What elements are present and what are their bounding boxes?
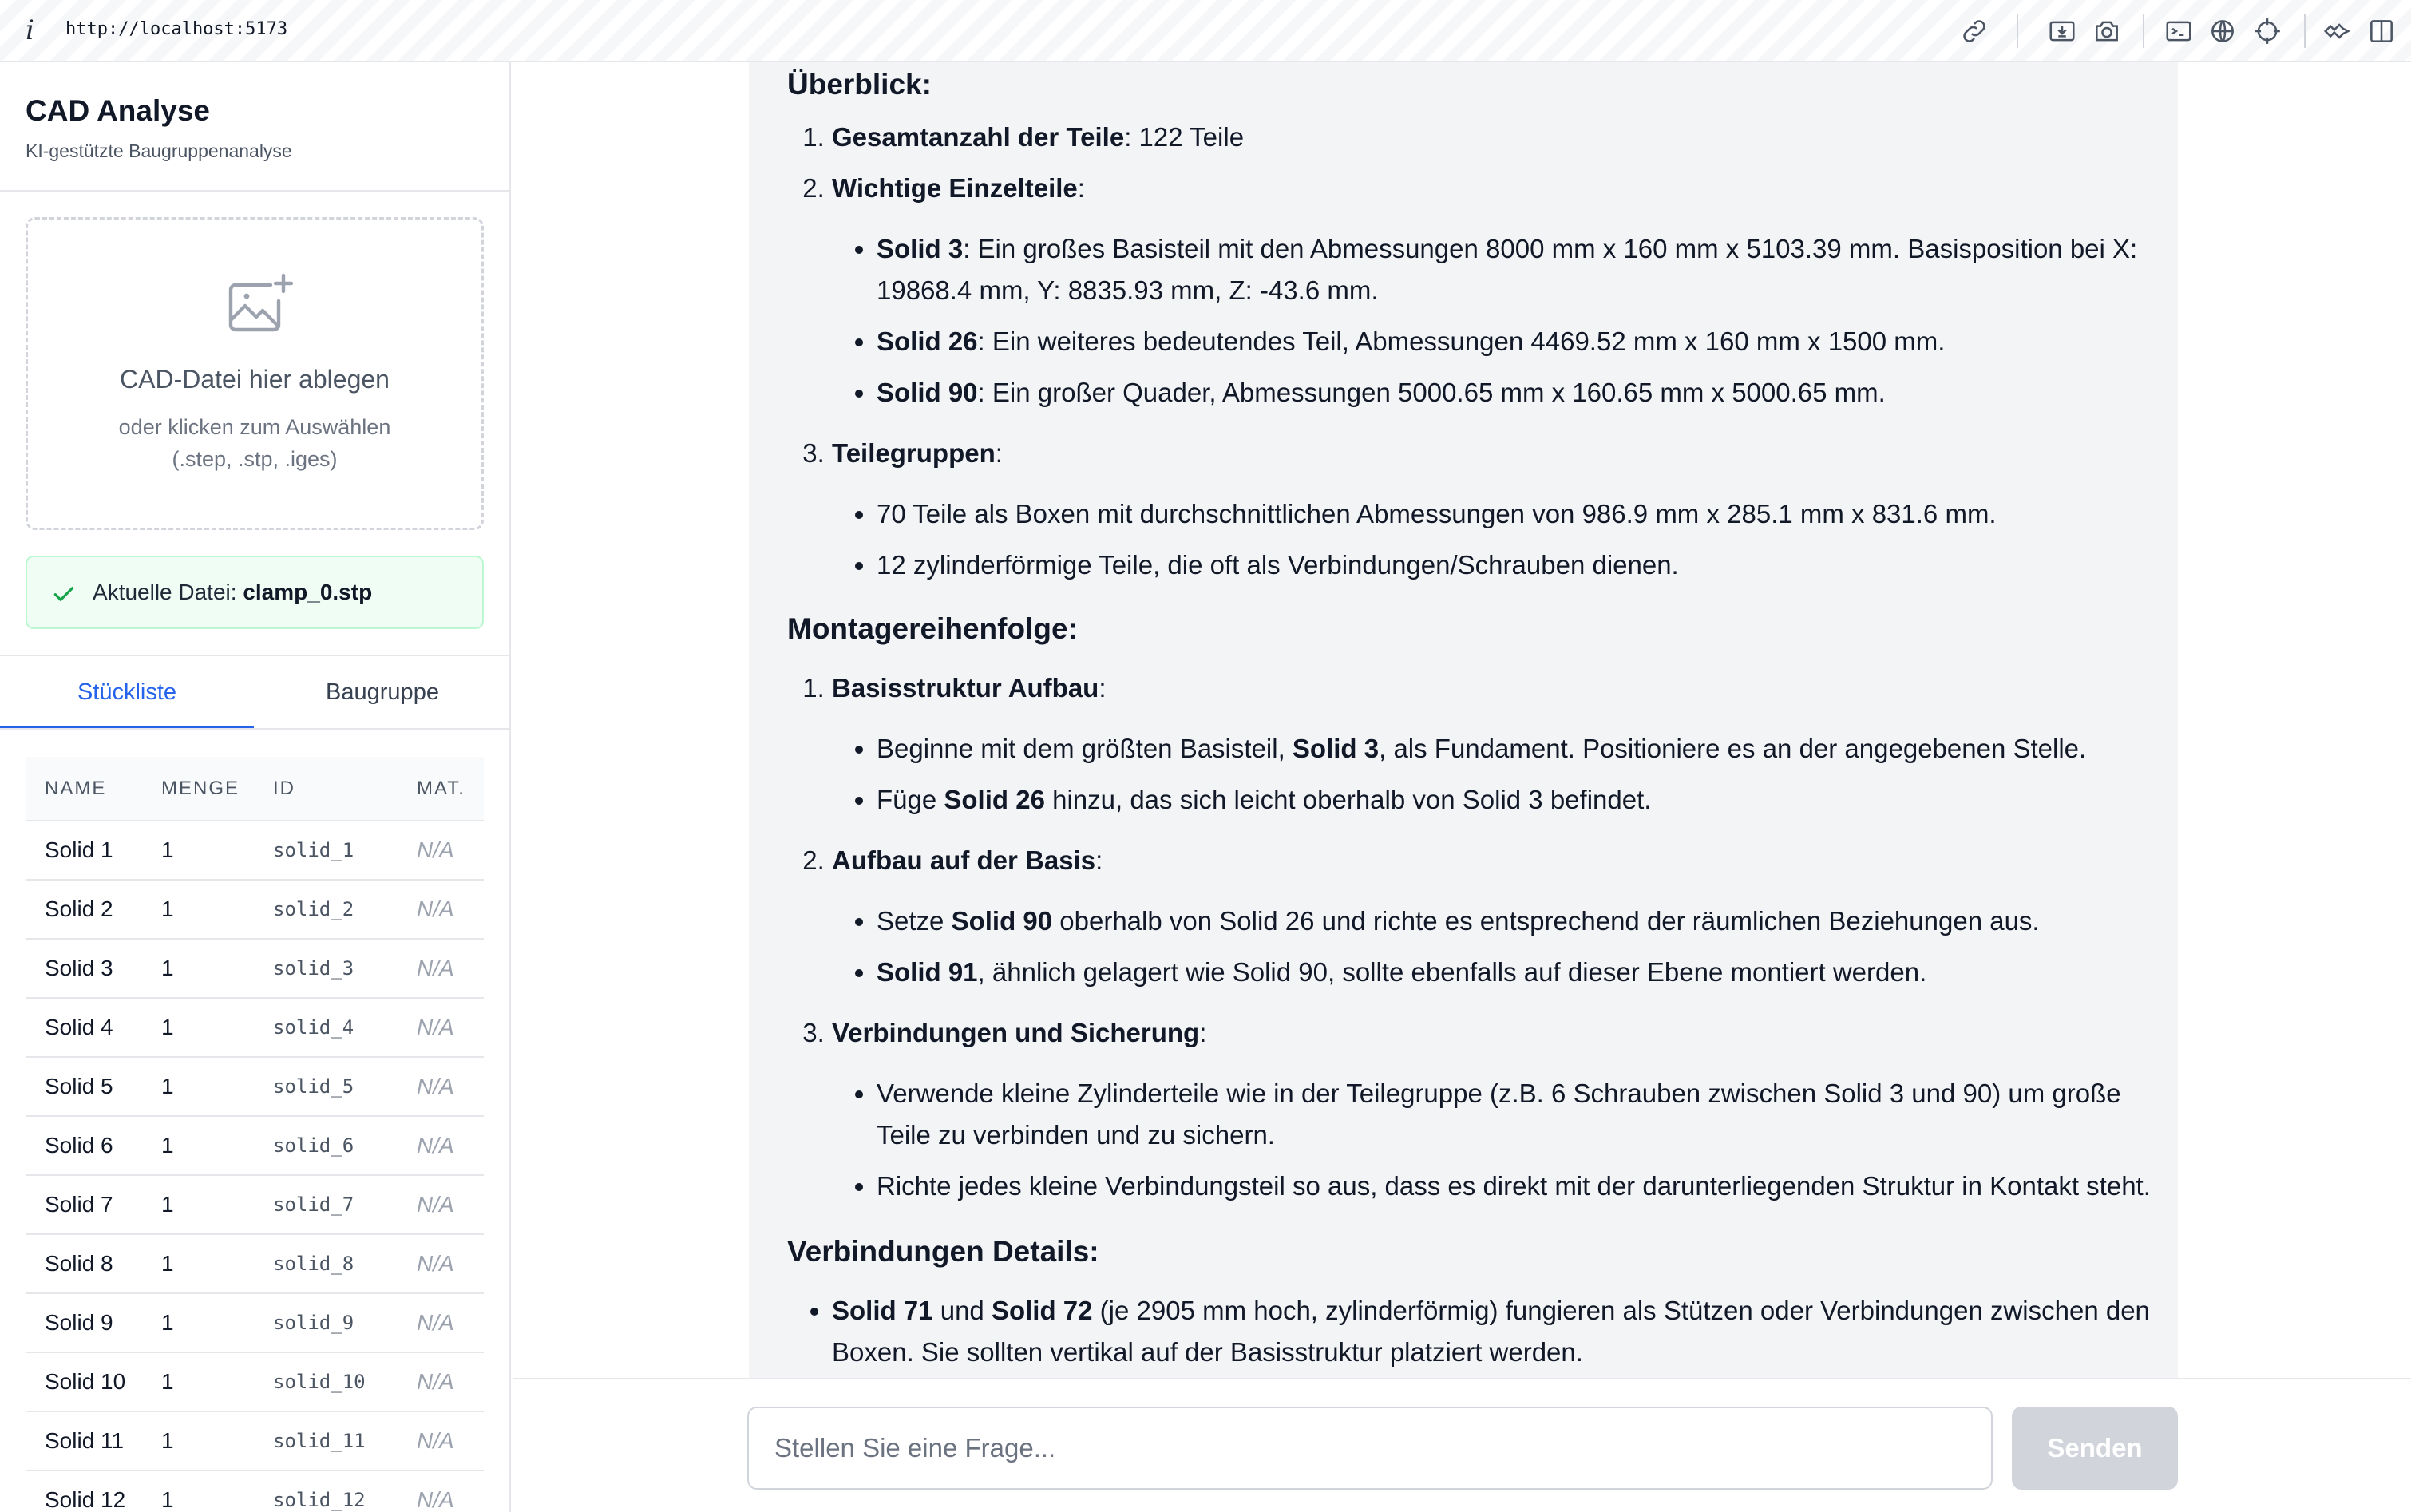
check-icon <box>51 581 77 607</box>
cell-id: solid_11 <box>273 1411 417 1470</box>
heading-assembly: Montagereihenfolge: <box>787 612 1078 645</box>
cell-quantity: 1 <box>161 1057 273 1116</box>
toolbar-separator <box>2017 14 2018 48</box>
column-header-name[interactable]: NAME <box>26 757 161 821</box>
app-subtitle: KI-gestützte Baugruppenanalyse <box>26 141 292 161</box>
dropzone-hint-line1: oder klicken zum Auswählen <box>118 415 391 439</box>
app-title: CAD Analyse <box>26 94 210 127</box>
link-icon[interactable] <box>1959 16 1989 46</box>
overview-list <box>787 117 2160 586</box>
cell-quantity: 1 <box>161 1352 273 1411</box>
step-list <box>832 900 2160 993</box>
cell-quantity: 1 <box>161 1234 273 1293</box>
question-input[interactable] <box>747 1407 1993 1490</box>
list-item: 1. Basisstruktur Aufbau: • Beginne mit dem größten Basisteil, Solid 3, als Fundament. Positioniere es an der angegebenen Stelle. • Füge Solid 26 hinzu, das sich leicht oberhalb von Solid 3 befindet. <box>832 667 2160 821</box>
cell-quantity: 1 <box>161 1293 273 1352</box>
connections-list <box>787 1290 2160 1373</box>
terminal-icon[interactable] <box>2164 16 2194 46</box>
column-header-material[interactable]: MAT. <box>417 757 484 821</box>
camera-icon[interactable] <box>2092 16 2122 46</box>
list-item: • Solid 3: Ein großes Basisteil mit den Abmessungen 8000 mm x 160 mm x 5103.39 mm. Basisposition bei X: 19868.4 mm, Y: 8835.93 mm, Z: -43.6 mm. <box>877 228 2160 311</box>
table-row[interactable] <box>26 939 484 998</box>
current-file-text <box>93 580 372 605</box>
tab-stueckliste[interactable]: Stückliste <box>0 655 254 730</box>
cell-name: Solid 2 <box>26 880 161 939</box>
parts-list <box>832 228 2160 414</box>
column-header-quantity[interactable]: MENGE <box>161 757 273 821</box>
brand-header <box>26 94 292 162</box>
list-item: • Solid 26: Ein weiteres bedeutendes Teil, Abmessungen 4469.52 mm x 160 mm x 1500 mm. <box>877 321 2160 362</box>
cell-name: Solid 7 <box>26 1175 161 1234</box>
cell-material: N/A <box>417 1293 484 1352</box>
cell-quantity: 1 <box>161 998 273 1057</box>
table-row[interactable] <box>26 1057 484 1116</box>
table-row[interactable] <box>26 1411 484 1470</box>
dropzone-hint <box>28 411 481 475</box>
list-item: • Solid 91, ähnlich gelagert wie Solid 90, sollte ebenfalls auf dieser Ebene montiert werden. <box>877 952 2160 993</box>
cell-id: solid_9 <box>273 1293 417 1352</box>
cell-material: N/A <box>417 939 484 998</box>
dropzone-title: CAD-Datei hier ablegen <box>120 365 390 394</box>
list-item: • Setze Solid 90 oberhalb von Solid 26 und richte es entsprechend der räumlichen Beziehungen aus. <box>877 900 2160 942</box>
cell-id: solid_4 <box>273 998 417 1057</box>
step-list <box>832 1073 2160 1207</box>
cell-material: N/A <box>417 821 484 880</box>
address-url[interactable]: http://localhost:5173 <box>65 19 288 39</box>
sidebar <box>0 62 511 1512</box>
cell-name: Solid 12 <box>26 1470 161 1512</box>
cell-name: Solid 9 <box>26 1293 161 1352</box>
current-file-name: clamp_0.stp <box>243 580 373 604</box>
column-header-id[interactable]: ID <box>273 757 417 821</box>
current-file-label: Aktuelle Datei: <box>93 580 237 604</box>
list-item: 3. Verbindungen und Sicherung: • Verwende kleine Zylinderteile wie in der Teilegruppe (z.B. 6 Schrauben zwischen Solid 3 und 90) um große Teile zu verbinden und zu sichern. • Richte jedes kleine Verbindungsteil so aus, dass es direkt mit der darunterliegenden Struktur in Kontakt steht. <box>832 1012 2160 1207</box>
list-item: • 12 zylinderförmige Teile, die oft als Verbindungen/Schrauben dienen. <box>877 544 2160 586</box>
table-row[interactable] <box>26 1116 484 1175</box>
cell-quantity: 1 <box>161 821 273 880</box>
composer <box>513 1378 2411 1512</box>
info-icon[interactable]: i <box>26 14 34 46</box>
cell-id: solid_10 <box>273 1352 417 1411</box>
cell-quantity: 1 <box>161 880 273 939</box>
cell-material: N/A <box>417 1175 484 1234</box>
cell-name: Solid 6 <box>26 1116 161 1175</box>
cell-material: N/A <box>417 1116 484 1175</box>
current-file-banner <box>26 556 484 629</box>
list-item: • Solid 71 und Solid 72 (je 2905 mm hoch, zylinderförmig) fungieren als Stützen oder Verbindungen zwischen den Boxen. Sie sollten vertikal auf der Basisstruktur platziert werden. <box>832 1290 2160 1373</box>
cell-name: Solid 1 <box>26 821 161 880</box>
table-row[interactable] <box>26 1234 484 1293</box>
tab-baugruppe[interactable]: Baugruppe <box>326 679 439 705</box>
cell-id: solid_7 <box>273 1175 417 1234</box>
list-item: • Solid 90: Ein großer Quader, Abmessungen 5000.65 mm x 160.65 mm x 5000.65 mm. <box>877 372 2160 414</box>
cell-material: N/A <box>417 1057 484 1116</box>
table-row[interactable] <box>26 1175 484 1234</box>
cell-material: N/A <box>417 1470 484 1512</box>
bom-table <box>26 757 484 1512</box>
browser-toolbar <box>0 0 2411 62</box>
list-item: 2. Aufbau auf der Basis: • Setze Solid 90 oberhalb von Solid 26 und richte es entsprechend der räumlichen Beziehungen aus. • Solid 91, ähnlich gelagert wie Solid 90, sollte ebenfalls auf dieser Ebene montiert werden. <box>832 840 2160 993</box>
heading-connections: Verbindungen Details: <box>787 1235 1099 1268</box>
list-item: 2. Wichtige Einzelteile: • Solid 3: Ein großes Basisteil mit den Abmessungen 8000 mm x 160 mm x 5103.39 mm. Basisposition bei X: 19868.4 mm, Y: 8835.93 mm, Z: -43.6 mm. • Solid 26: Ein weiteres bedeutendes Teil, Abmessungen 4469.52 mm x 160 mm x 1500 mm. • Solid 90: Ein großer Quader, Abmessungen 5000.65 mm x 160.65 mm x 5000.65 mm. <box>832 168 2160 414</box>
cell-quantity: 1 <box>161 1175 273 1234</box>
table-row[interactable] <box>26 1470 484 1512</box>
dropzone-hint-line2: (.step, .stp, .iges) <box>172 447 338 471</box>
table-row[interactable] <box>26 821 484 880</box>
cell-name: Solid 10 <box>26 1352 161 1411</box>
step-list <box>832 728 2160 821</box>
cell-material: N/A <box>417 998 484 1057</box>
message-content <box>787 62 2160 1373</box>
table-row[interactable] <box>26 1293 484 1352</box>
list-item: • 70 Teile als Boxen mit durchschnittlichen Abmessungen von 986.9 mm x 285.1 mm x 831.6 mm. <box>877 493 2160 535</box>
table-row[interactable] <box>26 1352 484 1411</box>
list-item: • Füge Solid 26 hinzu, das sich leicht oberhalb von Solid 3 befindet. <box>877 779 2160 821</box>
cell-material: N/A <box>417 1352 484 1411</box>
cell-id: solid_5 <box>273 1057 417 1116</box>
list-item: • Richte jedes kleine Verbindungsteil so aus, dass es direkt mit der darunterliegenden Struktur in Kontakt steht. <box>877 1166 2160 1207</box>
tabs-underline <box>0 728 509 730</box>
cell-id: solid_3 <box>273 939 417 998</box>
divider <box>0 190 509 192</box>
cell-id: solid_12 <box>273 1470 417 1512</box>
download-screen-icon[interactable] <box>2047 16 2077 46</box>
globe-icon[interactable] <box>2207 16 2238 46</box>
table-row[interactable] <box>26 880 484 939</box>
list-item: 3. Teilegruppen: • 70 Teile als Boxen mit durchschnittlichen Abmessungen von 986.9 mm x 285.1 mm x 831.6 mm. • 12 zylinderförmige Teile, die oft als Verbindungen/Schrauben dienen. <box>832 433 2160 586</box>
cell-name: Solid 3 <box>26 939 161 998</box>
crosshair-icon[interactable] <box>2252 16 2282 46</box>
cell-material: N/A <box>417 1234 484 1293</box>
cell-quantity: 1 <box>161 1470 273 1512</box>
list-item: 1. Gesamtanzahl der Teile: 122 Teile <box>832 117 2160 158</box>
send-button[interactable]: Senden <box>2012 1407 2178 1490</box>
cell-name: Solid 5 <box>26 1057 161 1116</box>
cell-material: N/A <box>417 880 484 939</box>
cad-dropzone[interactable] <box>26 217 484 530</box>
list-item: • Beginne mit dem größten Basisteil, Solid 3, als Fundament. Positioniere es an der angegebenen Stelle. <box>877 728 2160 770</box>
cell-name: Solid 11 <box>26 1411 161 1470</box>
cell-id: solid_8 <box>273 1234 417 1293</box>
toolbar-separator <box>2304 14 2306 48</box>
heading-overview: Überblick: <box>787 68 932 101</box>
table-header-row <box>26 757 484 821</box>
groups-list <box>832 493 2160 586</box>
cell-quantity: 1 <box>161 1116 273 1175</box>
cell-material: N/A <box>417 1411 484 1470</box>
assembly-list <box>787 667 2160 1207</box>
list-item: • Verwende kleine Zylinderteile wie in der Teilegruppe (z.B. 6 Schrauben zwischen Solid 3 und 90) um große Teile zu verbinden und zu sichern. <box>877 1073 2160 1156</box>
extension-icon[interactable] <box>2322 16 2352 46</box>
cell-quantity: 1 <box>161 1411 273 1470</box>
assistant-message <box>749 62 2178 1379</box>
cell-id: solid_1 <box>273 821 417 880</box>
cell-id: solid_6 <box>273 1116 417 1175</box>
cell-id: solid_2 <box>273 880 417 939</box>
cell-quantity: 1 <box>161 939 273 998</box>
cell-name: Solid 8 <box>26 1234 161 1293</box>
toolbar-separator <box>2143 14 2144 48</box>
chat-panel <box>513 62 2411 1512</box>
image-add-icon <box>226 272 293 336</box>
split-view-icon[interactable] <box>2366 16 2397 46</box>
cell-name: Solid 4 <box>26 998 161 1057</box>
table-row[interactable] <box>26 998 484 1057</box>
